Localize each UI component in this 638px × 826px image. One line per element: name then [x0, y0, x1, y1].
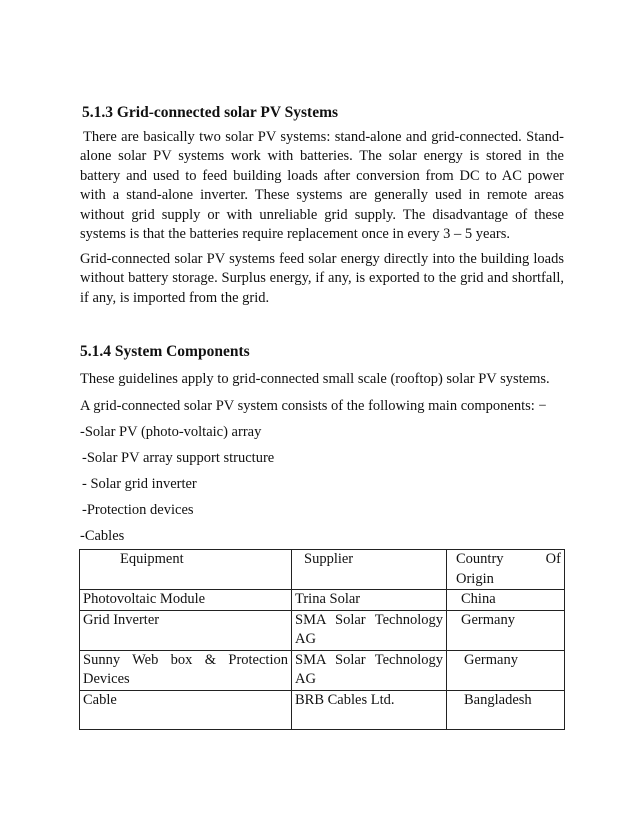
table-row [80, 610, 565, 650]
table-row [80, 650, 565, 690]
table-header-cell: Equipment [80, 550, 292, 590]
table-cell: Grid Inverter [80, 610, 292, 650]
table-cell: Sunny Web box & Protection Devices [80, 650, 292, 690]
table-header-row [80, 550, 565, 590]
section-514-lead: A grid-connected solar PV system consists of the following main components: − [80, 398, 547, 414]
table-cell: Cable [80, 690, 292, 729]
table-cell: Trina Solar [292, 590, 447, 611]
component-item: -Solar PV array support structure [82, 450, 275, 466]
table-cell: SMA Solar Technology AG [292, 650, 447, 690]
table-cell: BRB Cables Ltd. [292, 690, 447, 729]
equipment-table [79, 549, 565, 730]
component-item: -Protection devices [82, 502, 194, 518]
component-item: -Cables [80, 528, 125, 544]
table-cell: China [447, 590, 565, 611]
table-row [80, 590, 565, 611]
table-header-cell: Country Of Origin [447, 550, 565, 590]
component-item: -Solar PV (photo-voltaic) array [80, 424, 262, 440]
section-513-heading: 5.1.3 Grid-connected solar PV Systems [82, 104, 339, 121]
table-header-cell: Supplier [292, 550, 447, 590]
section-514-heading: 5.1.4 System Components [80, 343, 250, 360]
section-514-intro: These guidelines apply to grid-connected small scale (rooftop) solar PV systems. [80, 371, 550, 387]
section-513-paragraph-2: Grid-connected solar PV systems feed solar energy directly into the building loads without battery storage. Surplus energy, if any, is exported to the grid and shortfall, if any, is imported from the grid. [80, 251, 564, 306]
table-cell: Photovoltaic Module [80, 590, 292, 611]
table-cell: Germany [447, 650, 565, 690]
table-row [80, 690, 565, 729]
table-cell: SMA Solar Technology AG [292, 610, 447, 650]
component-item: - Solar grid inverter [82, 476, 197, 492]
table-cell: Germany [447, 610, 565, 650]
table-cell: Bangladesh [447, 690, 565, 729]
section-513-paragraph-1: There are basically two solar PV systems: stand-alone and grid-connected. Stand-alone solar PV systems work with batteries. The solar energy is stored in the battery and used to feed building loads after conversion from DC to AC power with a stand-alone inverter. These systems are generally used in remote areas without grid supply or with unreliable grid supply. The disadvantage of these systems is that the batteries require replacement once in every 3 – 5 years. [80, 129, 564, 243]
